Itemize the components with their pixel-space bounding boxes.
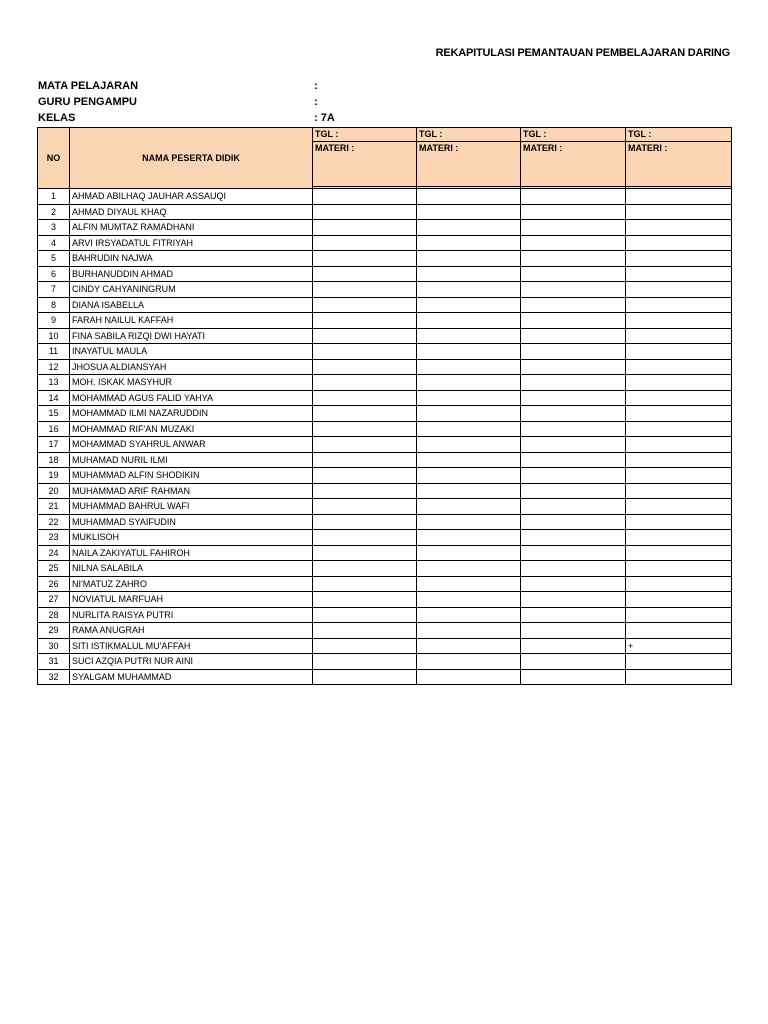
student-number: 17 [38,437,70,453]
column-header-material: MATERI : [521,142,626,187]
attendance-cell[interactable] [626,375,732,391]
attendance-cell[interactable] [626,282,732,298]
attendance-cell[interactable] [626,452,732,468]
table-row [38,483,732,499]
table-row [38,359,732,375]
student-number: 10 [38,328,70,344]
attendance-cell[interactable] [417,545,521,561]
student-name: MOHAMMAD SYAHRUL ANWAR [70,437,313,453]
attendance-cell[interactable] [626,530,732,546]
attendance-cell[interactable] [417,406,521,422]
table-row [38,437,732,453]
table-row [38,344,732,360]
attendance-cell[interactable] [521,530,626,546]
attendance-cell[interactable] [417,266,521,282]
attendance-cell[interactable] [521,576,626,592]
student-name: INAYATUL MAULA [70,344,313,360]
attendance-cell[interactable] [417,437,521,453]
student-number: 8 [38,297,70,313]
attendance-cell[interactable] [626,328,732,344]
attendance-cell[interactable] [417,483,521,499]
column-header-material: MATERI : [626,142,732,187]
table-row [38,530,732,546]
student-number: 4 [38,235,70,251]
attendance-cell[interactable] [521,251,626,267]
attendance-cell[interactable] [521,297,626,313]
attendance-cell[interactable] [417,204,521,220]
attendance-cell[interactable] [313,406,417,422]
column-header-date: TGL : [521,128,626,142]
student-number: 27 [38,592,70,608]
table-row [38,514,732,530]
attendance-cell[interactable] [521,282,626,298]
attendance-cell[interactable] [417,235,521,251]
student-name: BURHANUDDIN AHMAD [70,266,313,282]
attendance-cell[interactable] [417,328,521,344]
attendance-cell[interactable] [313,375,417,391]
student-number: 2 [38,204,70,220]
attendance-cell[interactable] [521,592,626,608]
student-number: 11 [38,344,70,360]
table-row [38,235,732,251]
attendance-cell[interactable] [626,204,732,220]
attendance-cell[interactable] [521,483,626,499]
table-row [38,204,732,220]
student-name: AHMAD DIYAUL KHAQ [70,204,313,220]
student-number: 25 [38,561,70,577]
attendance-cell[interactable] [521,375,626,391]
attendance-cell[interactable] [313,421,417,437]
student-name: ALFIN MUMTAZ RAMADHANI [70,220,313,236]
student-name: MOHAMMAD ILMI NAZARUDDIN [70,406,313,422]
attendance-cell[interactable] [313,390,417,406]
attendance-cell[interactable] [313,437,417,453]
student-name: SITI ISTIKMALUL MU'AFFAH [70,638,313,654]
student-number: 14 [38,390,70,406]
student-name: CINDY CAHYANINGRUM [70,282,313,298]
attendance-cell[interactable] [417,468,521,484]
student-name: MUKLISOH [70,530,313,546]
attendance-cell[interactable] [521,654,626,670]
table-row [38,499,732,515]
attendance-cell[interactable] [417,297,521,313]
student-number: 12 [38,359,70,375]
attendance-cell[interactable] [626,235,732,251]
student-number: 3 [38,220,70,236]
attendance-cell[interactable] [313,251,417,267]
attendance-cell[interactable] [313,220,417,236]
attendance-cell[interactable] [313,623,417,639]
table-row [38,251,732,267]
attendance-cell[interactable] [313,669,417,685]
student-name: JHOSUA ALDIANSYAH [70,359,313,375]
attendance-cell[interactable] [417,390,521,406]
attendance-cell[interactable] [313,282,417,298]
table-row [38,220,732,236]
attendance-cell[interactable] [313,359,417,375]
attendance-cell[interactable] [626,406,732,422]
student-name: SUCI AZQIA PUTRI NUR AINI [70,654,313,670]
table-row [38,421,732,437]
student-number: 19 [38,468,70,484]
attendance-cell[interactable] [313,313,417,329]
attendance-cell[interactable] [417,607,521,623]
student-number: 32 [38,669,70,685]
attendance-cell[interactable]: + [626,638,732,654]
table-row [38,406,732,422]
table-row [38,545,732,561]
student-name: ARVI IRSYADATUL FITRIYAH [70,235,313,251]
attendance-cell[interactable] [626,514,732,530]
attendance-cell[interactable] [626,468,732,484]
student-number: 1 [38,189,70,205]
student-name: MUHAMMAD SYAIFUDIN [70,514,313,530]
attendance-cell[interactable] [417,576,521,592]
attendance-cell[interactable] [521,545,626,561]
student-name: FARAH NAILUL KAFFAH [70,313,313,329]
column-header-date: TGL : [417,128,521,142]
attendance-cell[interactable] [417,669,521,685]
attendance-cell[interactable] [417,654,521,670]
attendance-cell[interactable] [521,359,626,375]
student-name: NILNA SALABILA [70,561,313,577]
student-number: 28 [38,607,70,623]
attendance-cell[interactable] [626,592,732,608]
attendance-cell[interactable] [626,220,732,236]
table-row [38,623,732,639]
page-title: REKAPITULASI PEMANTAUAN PEMBELAJARAN DARING [435,47,730,59]
attendance-cell[interactable] [626,266,732,282]
student-number: 31 [38,654,70,670]
attendance-cell[interactable] [313,204,417,220]
attendance-cell[interactable] [313,344,417,360]
student-name: SYALGAM MUHAMMAD [70,669,313,685]
attendance-cell[interactable] [521,344,626,360]
attendance-cell[interactable] [521,204,626,220]
student-number: 13 [38,375,70,391]
attendance-cell[interactable] [521,235,626,251]
student-name: NAILA ZAKIYATUL FAHIROH [70,545,313,561]
attendance-cell[interactable] [521,189,626,205]
attendance-cell[interactable] [417,514,521,530]
attendance-cell[interactable] [417,251,521,267]
attendance-cell[interactable] [313,638,417,654]
attendance-cell[interactable] [313,297,417,313]
attendance-cell[interactable] [313,235,417,251]
attendance-cell[interactable] [626,359,732,375]
attendance-cell[interactable] [417,344,521,360]
attendance-cell[interactable] [626,313,732,329]
attendance-cell[interactable] [313,530,417,546]
table-row [38,654,732,670]
attendance-cell[interactable] [521,421,626,437]
attendance-cell[interactable] [521,328,626,344]
attendance-cell[interactable] [417,220,521,236]
attendance-cell[interactable] [521,468,626,484]
attendance-cell[interactable] [626,483,732,499]
student-number: 30 [38,638,70,654]
student-rows [38,189,732,685]
attendance-cell[interactable] [417,638,521,654]
attendance-cell[interactable] [626,623,732,639]
student-number: 21 [38,499,70,515]
student-number: 24 [38,545,70,561]
attendance-cell[interactable] [626,669,732,685]
attendance-cell[interactable] [313,328,417,344]
column-header-no: NO [38,128,70,189]
attendance-cell[interactable] [626,297,732,313]
student-name: AHMAD ABILHAQ JAUHAR ASSAUQI [70,189,313,205]
attendance-cell[interactable] [417,359,521,375]
student-name: DIANA ISABELLA [70,297,313,313]
student-number: 29 [38,623,70,639]
student-name: NOVIATUL MARFUAH [70,592,313,608]
table-row [38,328,732,344]
student-name: MOHAMMAD RIF'AN MUZAKI [70,421,313,437]
table-row [38,592,732,608]
attendance-cell[interactable] [313,483,417,499]
attendance-cell[interactable] [417,499,521,515]
attendance-cell[interactable] [626,654,732,670]
attendance-cell[interactable] [521,266,626,282]
table-row [38,282,732,298]
attendance-cell[interactable] [313,592,417,608]
student-name: MUHAMMAD ALFIN SHODIKIN [70,468,313,484]
attendance-cell[interactable] [521,669,626,685]
table-row [38,638,732,654]
student-number: 23 [38,530,70,546]
attendance-cell[interactable] [626,576,732,592]
attendance-table [37,127,732,685]
column-header-date: TGL : [313,128,417,142]
student-number: 26 [38,576,70,592]
attendance-cell[interactable] [521,514,626,530]
attendance-cell[interactable] [417,623,521,639]
meta-label: KELAS [38,112,76,124]
table-row [38,390,732,406]
attendance-cell[interactable] [521,313,626,329]
student-number: 6 [38,266,70,282]
attendance-cell[interactable] [417,282,521,298]
attendance-cell[interactable] [626,421,732,437]
student-number: 7 [38,282,70,298]
attendance-cell[interactable] [521,220,626,236]
table-row [38,313,732,329]
attendance-cell[interactable] [313,189,417,205]
student-number: 5 [38,251,70,267]
attendance-cell[interactable] [313,452,417,468]
student-number: 15 [38,406,70,422]
attendance-cell[interactable] [521,499,626,515]
attendance-cell[interactable] [521,638,626,654]
attendance-cell[interactable] [626,545,732,561]
table-row [38,607,732,623]
attendance-cell[interactable] [417,452,521,468]
attendance-cell[interactable] [626,189,732,205]
table-row [38,266,732,282]
attendance-cell[interactable] [626,561,732,577]
attendance-cell[interactable] [417,530,521,546]
column-header-date: TGL : [626,128,732,142]
attendance-cell[interactable] [521,623,626,639]
table-row [38,669,732,685]
meta-label: GURU PENGAMPU [38,96,138,108]
student-name: NURLITA RAISYA PUTRI [70,607,313,623]
student-name: MOHAMMAD AGUS FALID YAHYA [70,390,313,406]
meta-value: : [314,96,318,108]
table-header [38,128,732,189]
attendance-cell[interactable] [313,266,417,282]
meta-value: : [314,80,318,92]
table-row [38,189,732,205]
table-row [38,468,732,484]
attendance-cell[interactable] [313,514,417,530]
student-number: 22 [38,514,70,530]
meta-label: MATA PELAJARAN [38,80,139,92]
attendance-cell[interactable] [521,561,626,577]
column-header-material: MATERI : [313,142,417,187]
attendance-cell[interactable] [521,452,626,468]
attendance-cell[interactable] [626,607,732,623]
attendance-cell[interactable] [626,251,732,267]
attendance-cell[interactable] [313,561,417,577]
table-row [38,452,732,468]
attendance-cell[interactable] [417,421,521,437]
student-name: NI'MATUZ ZAHRO [70,576,313,592]
attendance-cell[interactable] [417,375,521,391]
attendance-cell[interactable] [626,390,732,406]
student-name: MUHAMAD NURIL ILMI [70,452,313,468]
attendance-cell[interactable] [313,654,417,670]
student-name: FINA SABILA RIZQI DWI HAYATI [70,328,313,344]
attendance-cell[interactable] [313,607,417,623]
table-row [38,375,732,391]
attendance-cell[interactable] [313,499,417,515]
student-number: 16 [38,421,70,437]
student-name: MOH. ISKAK MASYHUR [70,375,313,391]
attendance-cell[interactable] [626,499,732,515]
column-header-material: MATERI : [417,142,521,187]
attendance-cell[interactable] [417,313,521,329]
attendance-cell[interactable] [313,545,417,561]
table-row [38,561,732,577]
attendance-cell[interactable] [417,189,521,205]
attendance-cell[interactable] [521,607,626,623]
student-name: MUHAMMAD ARIF RAHMAN [70,483,313,499]
column-header-name: NAMA PESERTA DIDIK [70,128,313,189]
student-number: 9 [38,313,70,329]
attendance-cell[interactable] [626,344,732,360]
table-row [38,576,732,592]
student-name: RAMA ANUGRAH [70,623,313,639]
meta-value: : 7A [314,112,335,124]
attendance-cell[interactable] [313,468,417,484]
table-row [38,297,732,313]
attendance-cell[interactable] [417,592,521,608]
attendance-cell[interactable] [417,561,521,577]
student-name: BAHRUDIN NAJWA [70,251,313,267]
student-number: 20 [38,483,70,499]
attendance-cell[interactable] [313,576,417,592]
student-name: MUHAMMAD BAHRUL WAFI [70,499,313,515]
attendance-cell[interactable] [521,390,626,406]
attendance-cell[interactable] [521,406,626,422]
attendance-cell[interactable] [521,437,626,453]
attendance-cell[interactable] [626,437,732,453]
student-number: 18 [38,452,70,468]
